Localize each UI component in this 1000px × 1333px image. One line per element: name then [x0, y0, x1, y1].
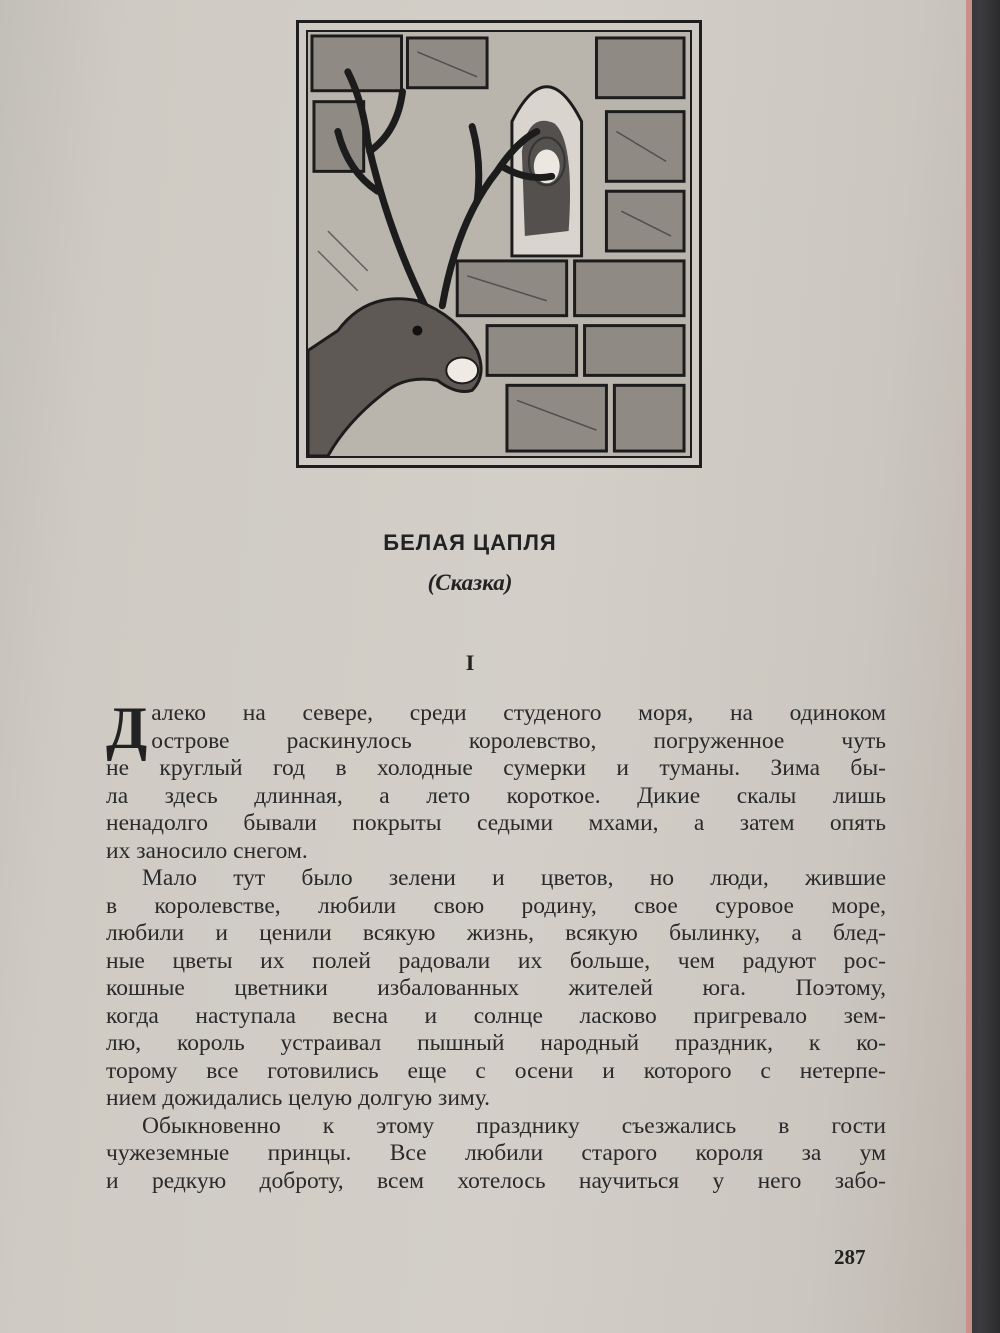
- story-body: [106, 695, 886, 1195]
- text-line: в королевстве, любили свою родину, свое суровое море,: [106, 892, 886, 919]
- text-line: острове раскинулось королевство, погруженное чуть: [151, 727, 886, 754]
- illustration-frame: [296, 20, 702, 468]
- text-line: когда наступала весна и солнце ласково пригревало зем-: [106, 1002, 886, 1029]
- text-line: любили и ценили всякую жизнь, всякую былинку, а блед-: [106, 920, 886, 946]
- deer-and-girl-illustration: [308, 32, 690, 456]
- text-line: нием дожидались целую долгую зиму.: [106, 1085, 491, 1111]
- page-number: 287: [834, 1245, 866, 1269]
- paragraph: [106, 1113, 886, 1196]
- text-line: ненадолго бывали покрыты седыми мхами, а затем опять: [106, 810, 886, 836]
- text-line: лю, король устраивал пышный народный праздник, к ко-: [106, 1030, 886, 1056]
- story-subtitle: (Сказка): [427, 570, 513, 595]
- text-line: их заносило снегом.: [106, 837, 308, 864]
- text-line: не круглый год в холодные сумерки и туманы. Зима бы-: [106, 755, 886, 781]
- text-line: и редкую доброту, всем хотелось научиться у него забо-: [106, 1167, 886, 1194]
- book-spine-edge: [978, 0, 1000, 1333]
- text-line: алеко на севере, среди студеного моря, на одиноком: [151, 700, 886, 726]
- text-line: чужеземные принцы. Все любили старого короля за ум: [106, 1140, 886, 1166]
- story-title: БЕЛАЯ ЦАПЛЯ: [383, 530, 557, 555]
- text-line: ные цветы их полей радовали их больше, чем радуют рос-: [106, 947, 886, 974]
- text-line: торому все готовились еще с осени и которого с нетерпе-: [106, 1057, 886, 1084]
- drop-cap: Д: [106, 695, 148, 761]
- text-line: ла здесь длинная, а лето короткое. Дикие скалы лишь: [106, 782, 886, 809]
- paragraph: [106, 865, 886, 1113]
- text-line: Обыкновенно к этому празднику съезжались в гости: [142, 1112, 886, 1139]
- text-line: кошные цветники избалованных жителей юга. Поэтому,: [106, 975, 886, 1001]
- chapter-number: I: [465, 650, 475, 675]
- text-line: Мало тут было зелени и цветов, но люди, жившие: [142, 865, 886, 891]
- paragraph: [106, 695, 886, 865]
